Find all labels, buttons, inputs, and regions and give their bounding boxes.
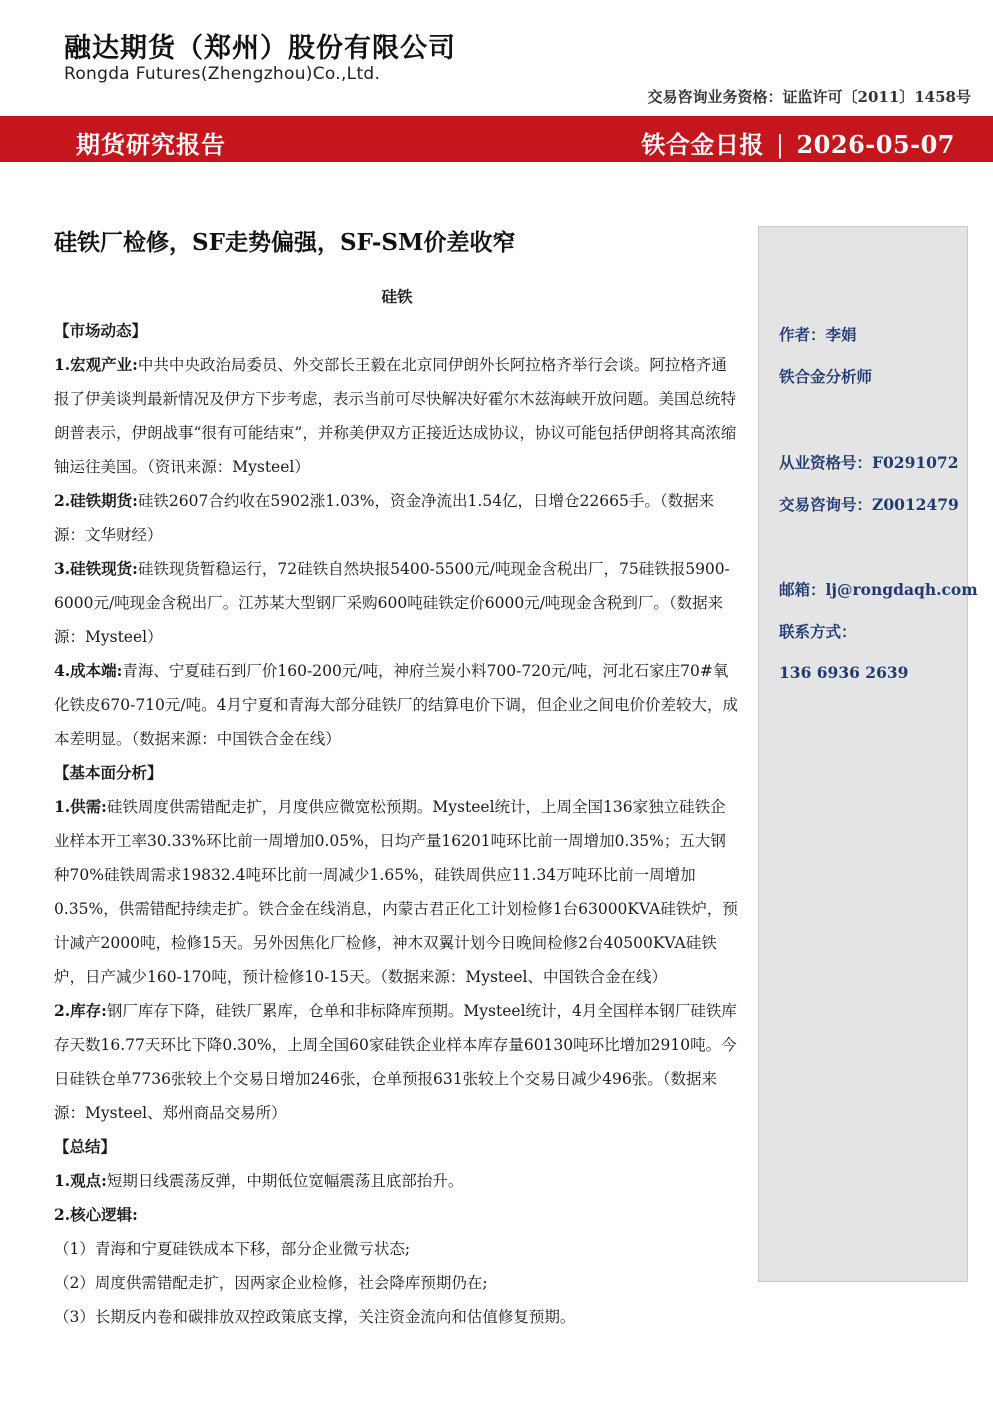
- author-sidebar: [758, 226, 978, 1282]
- market-item-text: 青海、宁夏硅石到厂价160-200元/吨，神府兰炭小料700-720元/吨，河北石家庄70#氧化铁皮670-710元/吨。4月宁夏和青海大部分硅铁厂的结算电价下调，但企业之间电价价差较大，成本差明显。（数据来源：中国铁合金在线）: [54, 662, 738, 748]
- section-title: 硅铁: [381, 287, 413, 306]
- report-title: 硅铁厂检修，SF走势偏强，SF-SM价差收窄: [54, 229, 516, 256]
- author-name: 作者：李娟: [779, 325, 857, 344]
- company-name-cn: 融达期货（郑州）股份有限公司: [64, 33, 456, 64]
- fundamental-item: [54, 994, 740, 1130]
- market-item: [54, 552, 740, 654]
- market-item: [54, 484, 740, 552]
- market-item-text: 硅铁2607合约收在5902涨1.03%，资金净流出1.54亿，日增仓22665手。（数据来源：文华财经）: [54, 492, 715, 544]
- company-name-en: Rongda Futures(Zhengzhou)Co.,Ltd.: [64, 64, 381, 84]
- report-body: [54, 280, 740, 1334]
- contact-phone: 136 6936 2639: [779, 663, 909, 682]
- market-item: [54, 348, 740, 484]
- fundamental-item-text: 钢厂库存下降，硅铁厂累库，仓单和非标降库预期。Mysteel统计，4月全国样本钢厂硅铁库存天数16.77天环比下降0.30%，上周全国60家硅铁企业样本库存量60130吨环比增加2910吨。今日硅铁仓单7736张较上个交易日增加246张，仓单预报631张较上个交易日减少496张。（数据来源：Mysteel、郑州商品交易所）: [54, 1002, 737, 1122]
- banner-separator: |: [775, 131, 785, 159]
- market-item-label: 4.成本端:: [54, 661, 123, 680]
- market-header: 【市场动态】: [54, 321, 148, 340]
- market-item-text: 中共中央政治局委员、外交部长王毅在北京同伊朗外长阿拉格齐举行会谈。阿拉格齐通报了伊美谈判最新情况及伊方下步考虑，表示当前可尽快解决好霍尔木兹海峡开放问题。美国总统特朗普表示，伊朗战事“很有可能结束”，并称美伊双方正接近达成协议，协议可能包括伊朗将其高浓缩铀运往美国。（资讯来源：Mysteel）: [54, 356, 737, 476]
- summary-header: 【总结】: [54, 1137, 117, 1156]
- summary-logic-label: 2.核心逻辑:: [54, 1205, 138, 1224]
- summary-logic: [54, 1198, 740, 1232]
- summary-view-text: 短期日线震荡反弹，中期低位宽幅震荡且底部抬升。: [106, 1172, 464, 1190]
- consult-number: 交易咨询号：Z0012479: [779, 495, 959, 514]
- author-email: 邮箱：lj@rongdaqh.com: [779, 580, 978, 599]
- fundamental-item-text: 硅铁周度供需错配走扩，月度供应微宽松预期。Mysteel统计，上周全国136家独立硅铁企业样本开工率30.33%环比前一周增加0.05%，日均产量16201吨环比前一周增加0.35%；五大钢种70%硅铁周需求19832.4吨环比前一周减少1.65%，硅铁周供应11.34万吨环比前一周增加0.35%，供需错配持续走扩。铁合金在线消息，内蒙古君正化工计划检修1台63000KVA硅铁炉，预计减产2000吨，检修15天。另外因焦化厂检修，神木双翼计划今日晚间检修2台40500KVA硅铁炉，日产减少160-170吨，预计检修10-15天。（数据来源：Mysteel、中国铁合金在线）: [54, 798, 738, 986]
- logic-item: （3）长期反内卷和碳排放双控政策底支撑，关注资金流向和估值修复预期。: [54, 1308, 576, 1326]
- market-item: [54, 654, 740, 756]
- fundamental-header: 【基本面分析】: [54, 763, 163, 782]
- market-item-label: 3.硅铁现货:: [54, 559, 138, 578]
- market-item-label: 2.硅铁期货:: [54, 491, 138, 510]
- banner-date: 2026-05-07: [796, 130, 955, 159]
- banner-report-type: 期货研究报告: [76, 130, 226, 159]
- market-item-label: 1.宏观产业:: [54, 355, 138, 374]
- summary-view: [54, 1164, 740, 1198]
- logic-item: （2）周度供需错配走扩，因两家企业检修，社会降库预期仍在;: [54, 1274, 488, 1292]
- summary-view-label: 1.观点:: [54, 1171, 107, 1190]
- banner-report-info: [641, 125, 955, 160]
- report-banner: [0, 116, 993, 162]
- market-item-text: 硅铁现货暂稳运行，72硅铁自然块报5400-5500元/吨现金含税出厂，75硅铁报5900-6000元/吨现金含税出厂。江苏某大型钢厂采购600吨硅铁定价6000元/吨现金含税到厂。（数据来源：Mysteel）: [54, 560, 730, 646]
- banner-report-name: 铁合金日报: [641, 130, 764, 159]
- contact-label: 联系方式：: [779, 622, 857, 641]
- qualification-number: 从业资格号：F0291072: [779, 453, 959, 472]
- author-role: 铁合金分析师: [779, 367, 873, 386]
- fundamental-item-label: 2.库存:: [54, 1001, 107, 1020]
- fundamental-item: [54, 790, 740, 994]
- license-info: 交易咨询业务资格：证监许可〔2011〕1458号: [647, 88, 971, 106]
- logic-item: （1）青海和宁夏硅铁成本下移，部分企业微亏状态;: [54, 1240, 411, 1258]
- fundamental-item-label: 1.供需:: [54, 797, 107, 816]
